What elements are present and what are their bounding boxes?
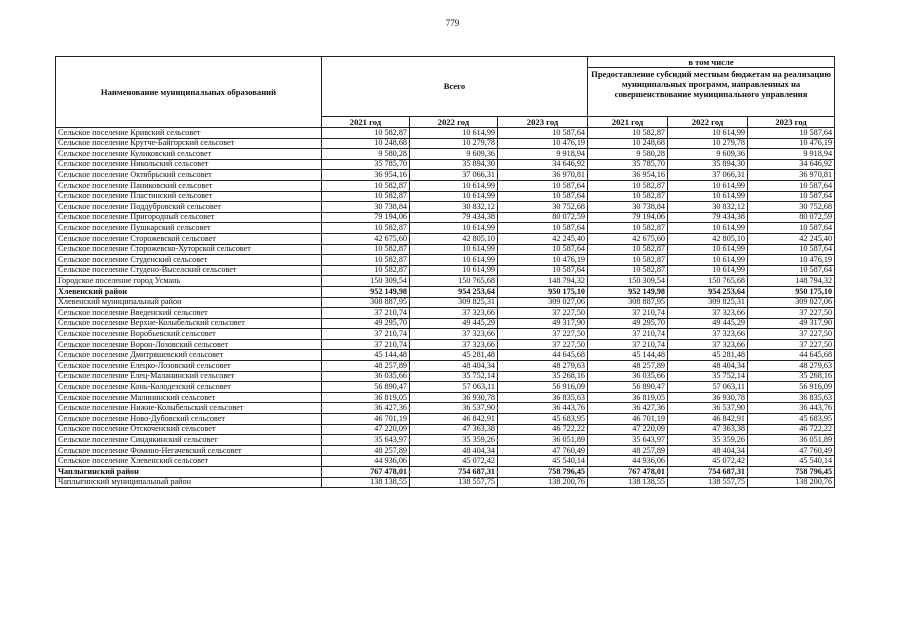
row-value: 46 722,22 [748,424,835,435]
row-value: 48 257,89 [322,445,410,456]
row-value: 138 138,55 [322,477,410,488]
row-value: 48 257,89 [322,361,410,372]
row-value: 10 582,87 [588,265,668,276]
row-value: 138 200,76 [748,477,835,488]
row-name: Сельское поселение Пластинский сельсовет [56,191,322,202]
row-name: Сельское поселение Введенский сельсовет [56,308,322,319]
row-value: 30 752,68 [748,202,835,213]
row-name: Сельское поселение Верхне-Колыбельский сельсовет [56,318,322,329]
year-header: 2021 год [588,117,668,128]
row-value: 10 582,87 [322,265,410,276]
row-value: 80 072,59 [498,212,588,223]
row-name: Сельское поселение Ново-Дубовский сельсовет [56,414,322,425]
table-row [56,191,835,202]
row-value: 49 295,70 [322,318,410,329]
row-value: 35 894,30 [668,159,748,170]
row-value: 37 323,66 [668,308,748,319]
row-name: Сельское поселение Крутче-Байгорский сельсовет [56,138,322,149]
row-value: 10 582,87 [588,223,668,234]
row-value: 138 138,55 [588,477,668,488]
row-name: Городское поселение город Усмань [56,276,322,287]
row-value: 10 279,78 [410,138,498,149]
row-value: 36 954,16 [588,170,668,181]
row-value: 150 765,68 [668,276,748,287]
budget-table [55,56,835,488]
row-name: Сельское поселение Куликовский сельсовет [56,149,322,160]
row-name: Сельское поселение Елецко-Лозовский сельсовет [56,361,322,372]
row-value: 37 323,66 [410,339,498,350]
row-value: 36 930,78 [668,392,748,403]
row-value: 36 035,66 [322,371,410,382]
row-value: 10 582,87 [588,180,668,191]
row-value: 10 476,19 [498,255,588,266]
row-value: 36 970,81 [748,170,835,181]
row-value: 37 210,74 [322,329,410,340]
row-value: 45 144,48 [588,350,668,361]
row-value: 10 614,99 [410,244,498,255]
row-value: 49 295,70 [588,318,668,329]
table-row [56,180,835,191]
row-value: 36 954,16 [322,170,410,181]
row-value: 42 805,10 [410,233,498,244]
row-name: Чаплыгинский муниципальный район [56,477,322,488]
row-value: 36 835,63 [748,392,835,403]
row-name: Сельское поселение Пушкарский сельсовет [56,223,322,234]
row-value: 37 210,74 [322,339,410,350]
row-value: 44 936,06 [322,456,410,467]
row-value: 48 404,34 [668,361,748,372]
row-value: 49 317,90 [498,318,588,329]
row-name: Сельское поселение Паниковский сельсовет [56,180,322,191]
row-value: 45 683,95 [748,414,835,425]
row-value: 10 614,99 [668,180,748,191]
row-value: 35 752,14 [410,371,498,382]
table-row [56,138,835,149]
table-row [56,467,835,478]
table-row [56,477,835,488]
row-value: 47 220,09 [322,424,410,435]
row-value: 758 796,45 [498,467,588,478]
row-name: Сельское поселение Ворон-Лозовский сельсовет [56,339,322,350]
year-header: 2022 год [668,117,748,128]
table-row [56,265,835,276]
row-value: 758 796,45 [748,467,835,478]
row-value: 36 819,05 [322,392,410,403]
row-value: 10 587,64 [748,180,835,191]
row-value: 42 805,10 [668,233,748,244]
row-value: 45 072,42 [668,456,748,467]
row-value: 36 051,89 [498,435,588,446]
row-name: Сельское поселение Кривский сельсовет [56,128,322,139]
row-name: Хлевенский муниципальный район [56,297,322,308]
row-value: 35 359,26 [668,435,748,446]
row-value: 36 537,90 [410,403,498,414]
row-value: 10 587,64 [498,265,588,276]
row-value: 44 645,68 [748,350,835,361]
row-value: 10 614,99 [410,223,498,234]
row-value: 37 210,74 [322,308,410,319]
row-value: 9 918,94 [748,149,835,160]
row-value: 79 194,06 [322,212,410,223]
row-value: 30 832,12 [668,202,748,213]
row-value: 36 051,89 [748,435,835,446]
row-value: 37 227,50 [748,308,835,319]
row-value: 10 614,99 [668,244,748,255]
row-value: 48 257,89 [588,361,668,372]
row-value: 10 614,99 [668,265,748,276]
row-value: 35 894,30 [410,159,498,170]
row-value: 79 434,38 [410,212,498,223]
row-value: 10 582,87 [322,128,410,139]
row-value: 47 760,49 [498,445,588,456]
year-header: 2022 год [410,117,498,128]
table-row [56,350,835,361]
row-value: 9 609,36 [668,149,748,160]
row-value: 46 722,22 [498,424,588,435]
row-value: 48 257,89 [588,445,668,456]
row-value: 10 582,87 [322,244,410,255]
row-name: Хлевенский район [56,286,322,297]
row-value: 37 066,31 [410,170,498,181]
row-value: 37 227,50 [498,339,588,350]
table-row [56,318,835,329]
row-value: 44 936,06 [588,456,668,467]
row-value: 35 752,14 [668,371,748,382]
row-value: 10 614,99 [410,255,498,266]
row-value: 37 323,66 [668,339,748,350]
row-value: 10 587,64 [748,265,835,276]
row-value: 47 760,49 [748,445,835,456]
table-row [56,159,835,170]
row-value: 42 245,40 [748,233,835,244]
row-value: 10 279,78 [668,138,748,149]
row-value: 10 476,19 [498,138,588,149]
row-value: 148 794,32 [498,276,588,287]
header-total: Всего [322,57,588,117]
row-value: 36 537,90 [668,403,748,414]
row-value: 45 540,14 [498,456,588,467]
row-value: 10 587,64 [748,223,835,234]
row-value: 10 587,64 [748,128,835,139]
row-value: 36 819,05 [588,392,668,403]
row-value: 150 309,54 [322,276,410,287]
row-value: 308 887,95 [322,297,410,308]
row-value: 10 582,87 [322,223,410,234]
table-row [56,403,835,414]
table-row [56,255,835,266]
table-row [56,414,835,425]
row-value: 47 363,38 [410,424,498,435]
row-value: 10 614,99 [668,223,748,234]
row-value: 9 918,94 [498,149,588,160]
row-name: Сельское поселение Октябрьский сельсовет [56,170,322,181]
row-name: Сельское поселение Фомино-Негачевский сельсовет [56,445,322,456]
table-row [56,212,835,223]
table-row [56,382,835,393]
row-value: 150 765,68 [410,276,498,287]
row-value: 45 683,95 [498,414,588,425]
row-name: Сельское поселение Сторожевско-Хуторской сельсовет [56,244,322,255]
row-value: 954 253,64 [410,286,498,297]
row-value: 10 587,64 [498,191,588,202]
row-value: 49 445,29 [410,318,498,329]
table-row [56,244,835,255]
row-name: Сельское поселение Конь-Колодезский сельсовет [56,382,322,393]
row-value: 10 248,68 [322,138,410,149]
table-row [56,276,835,287]
row-value: 46 842,91 [410,414,498,425]
table-row [56,286,835,297]
row-value: 10 587,64 [498,244,588,255]
row-value: 952 149,98 [588,286,668,297]
row-value: 10 587,64 [748,244,835,255]
row-value: 138 557,75 [410,477,498,488]
row-value: 37 323,66 [410,308,498,319]
row-name: Сельское поселение Хлевенский сельсовет [56,456,322,467]
row-value: 48 279,63 [498,361,588,372]
row-value: 9 609,36 [410,149,498,160]
row-name: Сельское поселение Никольский сельсовет [56,159,322,170]
row-value: 10 582,87 [588,255,668,266]
row-value: 57 063,11 [668,382,748,393]
row-value: 35 785,70 [322,159,410,170]
row-value: 954 253,64 [668,286,748,297]
row-value: 36 930,78 [410,392,498,403]
row-value: 10 476,19 [748,138,835,149]
row-value: 10 614,99 [410,191,498,202]
row-value: 10 582,87 [322,180,410,191]
row-value: 48 404,34 [668,445,748,456]
row-value: 35 643,97 [588,435,668,446]
row-value: 30 752,68 [498,202,588,213]
row-name: Сельское поселение Воробьевский сельсовет [56,329,322,340]
row-value: 10 582,87 [588,191,668,202]
row-value: 138 200,76 [498,477,588,488]
row-name: Сельское поселение Студенский сельсовет [56,255,322,266]
row-value: 35 268,16 [498,371,588,382]
row-value: 10 587,64 [498,128,588,139]
row-value: 35 643,97 [322,435,410,446]
row-value: 10 476,19 [748,255,835,266]
table-row [56,339,835,350]
row-value: 36 443,76 [748,403,835,414]
row-name: Сельское поселение Поддубровский сельсовет [56,202,322,213]
table-row [56,308,835,319]
row-value: 767 478,01 [322,467,410,478]
row-value: 309 825,31 [668,297,748,308]
row-value: 42 675,60 [588,233,668,244]
row-value: 49 445,29 [668,318,748,329]
row-value: 45 072,42 [410,456,498,467]
row-value: 36 427,36 [322,403,410,414]
row-value: 30 832,12 [410,202,498,213]
row-value: 30 738,84 [588,202,668,213]
table-row [56,371,835,382]
row-value: 37 066,31 [668,170,748,181]
row-value: 34 646,92 [498,159,588,170]
row-value: 10 614,99 [668,255,748,266]
row-value: 767 478,01 [588,467,668,478]
row-value: 46 701,19 [588,414,668,425]
row-name: Сельское поселение Синдякинский сельсовет [56,435,322,446]
row-value: 37 323,66 [410,329,498,340]
row-value: 37 210,74 [588,329,668,340]
row-value: 9 580,28 [322,149,410,160]
row-value: 950 175,10 [498,286,588,297]
row-value: 950 175,10 [748,286,835,297]
row-value: 56 916,09 [748,382,835,393]
row-value: 10 614,99 [410,265,498,276]
year-header: 2021 год [322,117,410,128]
row-value: 48 279,63 [748,361,835,372]
row-value: 56 890,47 [322,382,410,393]
table-row [56,149,835,160]
row-value: 36 970,81 [498,170,588,181]
table-row [56,233,835,244]
year-header: 2023 год [748,117,835,128]
table-body [56,128,835,488]
row-name: Сельское поселение Пригородный сельсовет [56,212,322,223]
table-row [56,456,835,467]
row-value: 754 687,31 [410,467,498,478]
row-value: 44 645,68 [498,350,588,361]
row-value: 10 614,99 [410,128,498,139]
row-value: 138 557,75 [668,477,748,488]
row-name: Сельское поселение Дмитряшевский сельсовет [56,350,322,361]
row-value: 80 072,59 [748,212,835,223]
row-value: 10 582,87 [322,191,410,202]
row-value: 35 268,16 [748,371,835,382]
row-value: 36 035,66 [588,371,668,382]
row-value: 9 580,28 [588,149,668,160]
row-value: 10 587,64 [498,180,588,191]
row-value: 10 248,68 [588,138,668,149]
row-value: 37 323,66 [668,329,748,340]
row-value: 49 317,90 [748,318,835,329]
row-value: 37 227,50 [498,308,588,319]
table-row [56,329,835,340]
row-value: 79 194,06 [588,212,668,223]
row-value: 37 227,50 [498,329,588,340]
row-value: 45 144,48 [322,350,410,361]
table-row [56,170,835,181]
row-value: 10 587,64 [498,223,588,234]
row-value: 30 738,84 [322,202,410,213]
row-value: 46 842,91 [668,414,748,425]
row-value: 309 027,06 [748,297,835,308]
table-row [56,392,835,403]
row-value: 45 281,48 [410,350,498,361]
row-name: Сельское поселение Нижне-Колыбельский сельсовет [56,403,322,414]
table-row [56,445,835,456]
table-row [56,128,835,139]
row-value: 10 614,99 [668,191,748,202]
table-row [56,435,835,446]
header-subsidy: Предоставление субсидий местным бюджетам на реализацию муниципальных программ, направленных на совершенствование муниципального управления [588,68,835,117]
row-value: 46 701,19 [322,414,410,425]
row-value: 309 825,31 [410,297,498,308]
row-value: 37 210,74 [588,339,668,350]
row-value: 48 404,34 [410,445,498,456]
row-value: 309 027,06 [498,297,588,308]
row-value: 56 916,09 [498,382,588,393]
row-value: 42 675,60 [322,233,410,244]
row-value: 34 646,92 [748,159,835,170]
row-value: 56 890,47 [588,382,668,393]
table-row [56,361,835,372]
row-value: 37 227,50 [748,329,835,340]
row-value: 37 210,74 [588,308,668,319]
row-value: 308 887,95 [588,297,668,308]
row-value: 57 063,11 [410,382,498,393]
row-value: 47 363,38 [668,424,748,435]
table-row [56,424,835,435]
page-number: 779 [445,18,460,28]
row-value: 35 359,26 [410,435,498,446]
row-value: 36 443,76 [498,403,588,414]
row-value: 10 587,64 [748,191,835,202]
row-name: Сельское поселение Отскоченский сельсовет [56,424,322,435]
row-value: 37 227,50 [748,339,835,350]
row-value: 45 540,14 [748,456,835,467]
row-value: 10 582,87 [322,255,410,266]
row-value: 952 149,98 [322,286,410,297]
row-value: 10 614,99 [668,128,748,139]
row-name: Сельское поселение Елец-Маланинский сельсовет [56,371,322,382]
row-value: 36 427,36 [588,403,668,414]
row-value: 10 582,87 [588,128,668,139]
row-value: 754 687,31 [668,467,748,478]
row-value: 36 835,63 [498,392,588,403]
row-value: 42 245,40 [498,233,588,244]
row-value: 47 220,09 [588,424,668,435]
row-value: 10 582,87 [588,244,668,255]
row-value: 79 434,38 [668,212,748,223]
row-value: 148 794,32 [748,276,835,287]
table-row [56,223,835,234]
row-value: 150 309,54 [588,276,668,287]
table-row [56,202,835,213]
header-including: в том числе [588,57,835,68]
header-name: Наименование муниципальных образований [56,57,322,128]
year-header: 2023 год [498,117,588,128]
row-value: 45 281,48 [668,350,748,361]
row-name: Сельское поселение Малининский сельсовет [56,392,322,403]
row-value: 10 614,99 [410,180,498,191]
row-value: 48 404,34 [410,361,498,372]
row-name: Чаплыгинский район [56,467,322,478]
row-name: Сельское поселение Студено-Выселский сельсовет [56,265,322,276]
row-name: Сельское поселение Сторожевской сельсовет [56,233,322,244]
table-row [56,297,835,308]
row-value: 35 785,70 [588,159,668,170]
